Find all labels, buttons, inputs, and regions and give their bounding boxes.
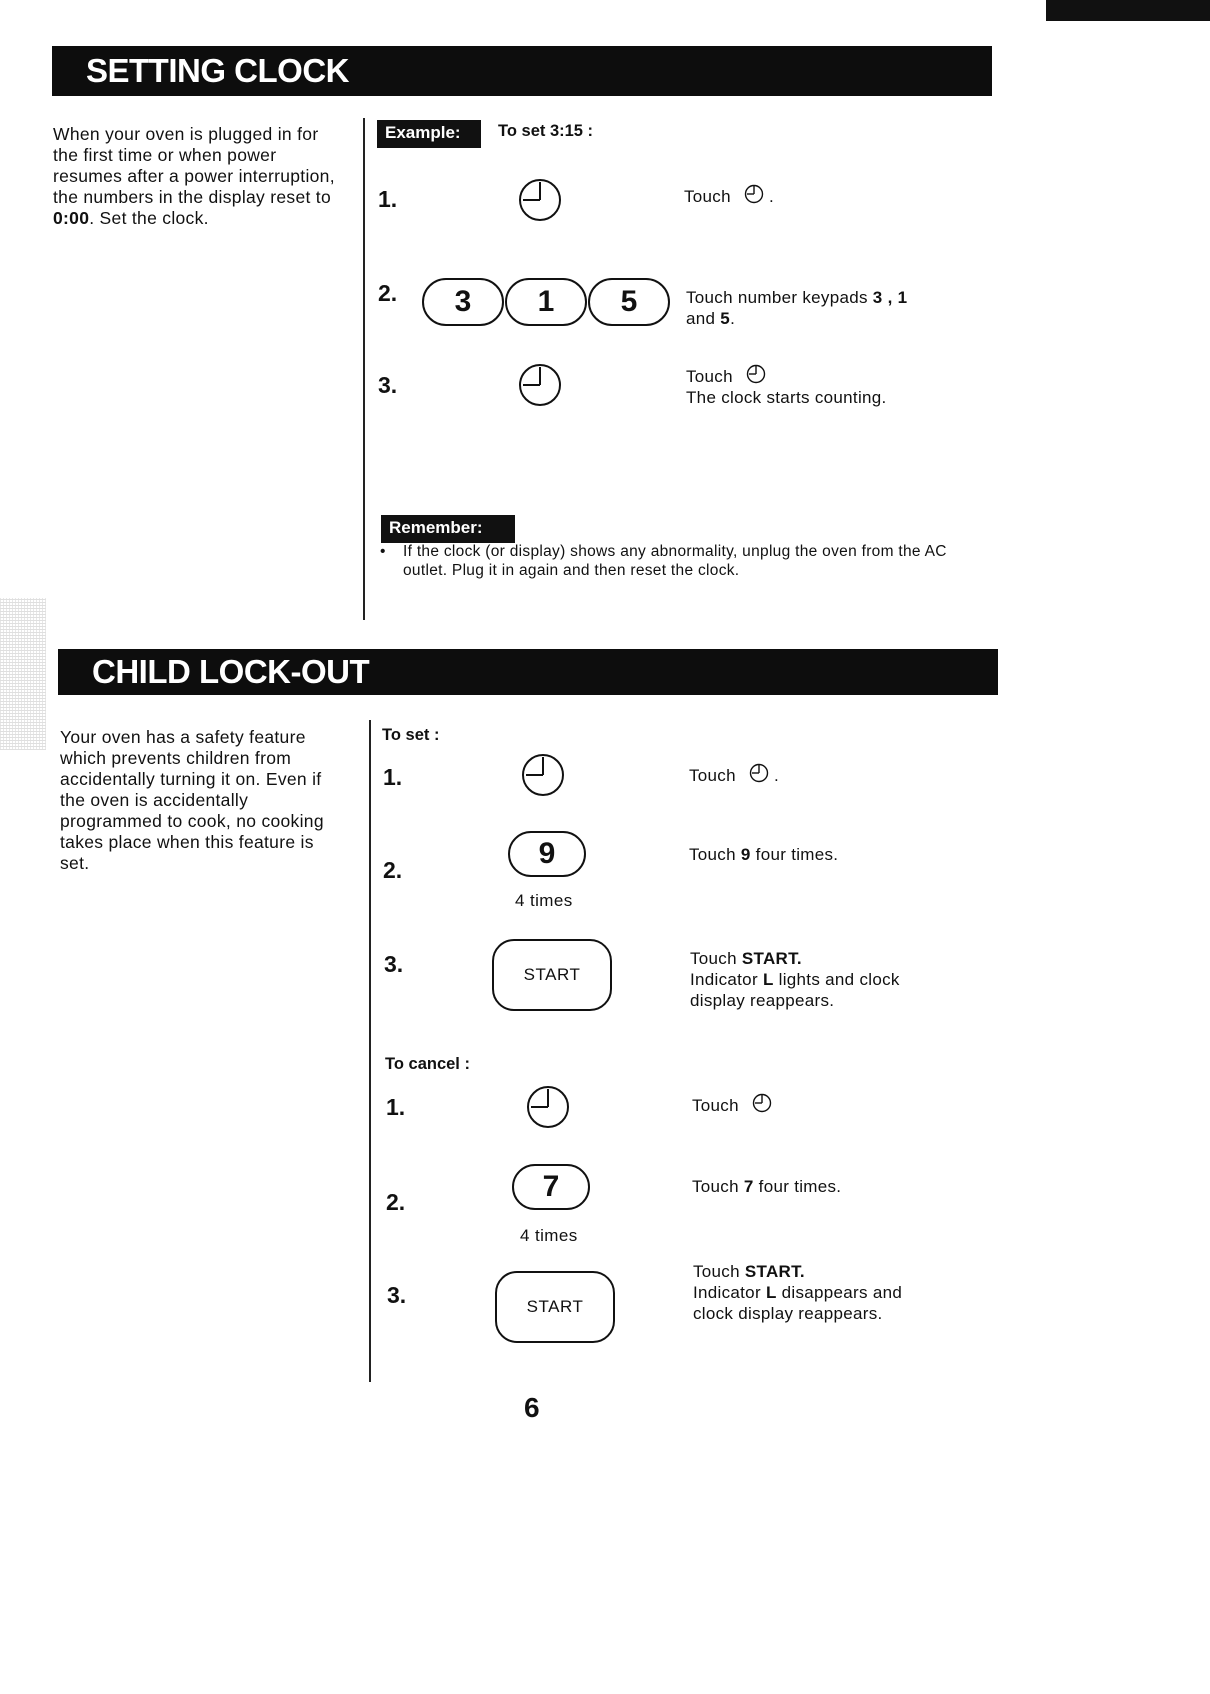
step-2-desc: Touch number keypads 3 , 1 and 5. — [686, 288, 908, 328]
keypad-5[interactable]: 5 — [588, 278, 670, 326]
keypad-1[interactable]: 1 — [505, 278, 587, 326]
step-number: 1. — [383, 764, 403, 790]
page-number: 6 — [524, 1392, 540, 1423]
step-number: 1. — [378, 186, 398, 212]
corner-mark — [1046, 0, 1210, 21]
to-cancel-label: To cancel : — [385, 1055, 470, 1073]
clock-icon — [518, 361, 564, 409]
clock-icon — [521, 751, 567, 799]
keypad-9[interactable]: 9 — [508, 831, 586, 877]
column-divider — [363, 118, 365, 620]
step-number: 2. — [386, 1189, 406, 1215]
step-number: 3. — [384, 951, 404, 977]
repeat-count: 4 times — [515, 891, 573, 910]
step-number: 3. — [387, 1282, 407, 1308]
repeat-count: 4 times — [520, 1226, 578, 1245]
cancel-step-2-desc: Touch 7 four times. — [692, 1177, 842, 1196]
to-set-label: To set : — [382, 726, 440, 744]
section-title: SETTING CLOCK — [86, 52, 349, 89]
clock-icon — [746, 364, 766, 384]
column-divider — [369, 720, 371, 1382]
set-step-2-desc: Touch 9 four times. — [689, 845, 839, 864]
example-text: To set 3:15 : — [498, 122, 594, 140]
bullet-icon: • — [380, 543, 386, 560]
cancel-step-1-desc: Touch — [692, 1093, 772, 1116]
clock-icon — [749, 763, 769, 783]
clock-icon — [752, 1093, 772, 1113]
step-number: 2. — [383, 857, 403, 883]
setting-clock-header — [52, 46, 992, 96]
set-step-3-desc: Touch START. Indicator L lights and clock display reappears. — [690, 949, 900, 1010]
keypad-3[interactable]: 3 — [422, 278, 504, 326]
child-lockout-intro: Your oven has a safety feature which prevents children from accidentally turning it on. Even if the oven is accidentally programmed to cook, no cooking takes place when this feature is set. — [60, 727, 324, 873]
clock-icon — [526, 1083, 572, 1131]
remember-note: • If the clock (or display) shows any abnormality, unplug the oven from the AC outlet. Plug it in again and then reset the clock. — [380, 543, 947, 579]
remember-label: Remember: — [381, 515, 515, 543]
step-number: 2. — [378, 280, 398, 306]
step-3-desc: Touch The clock starts counting. — [686, 364, 887, 408]
clock-icon — [518, 176, 564, 224]
cancel-step-3-desc: Touch START. Indicator L disappears and clock display reappears. — [693, 1262, 903, 1323]
section-title: CHILD LOCK-OUT — [92, 653, 370, 690]
clock-icon — [744, 184, 764, 204]
step-number: 3. — [378, 372, 398, 398]
set-step-1-desc: Touch . — [689, 763, 779, 786]
start-button[interactable]: START — [492, 939, 612, 1011]
step-number: 1. — [386, 1094, 406, 1120]
step-1-desc: Touch . — [684, 184, 774, 207]
setting-clock-intro: When your oven is plugged in for the first time or when power resumes after a power interruption, the numbers in the display reset to 0:00. Set the clock. — [53, 124, 335, 228]
keypad-7[interactable]: 7 — [512, 1164, 590, 1210]
example-label: Example: — [377, 120, 481, 148]
scan-artifact — [0, 598, 46, 750]
start-button[interactable]: START — [495, 1271, 615, 1343]
child-lockout-header — [58, 649, 998, 695]
